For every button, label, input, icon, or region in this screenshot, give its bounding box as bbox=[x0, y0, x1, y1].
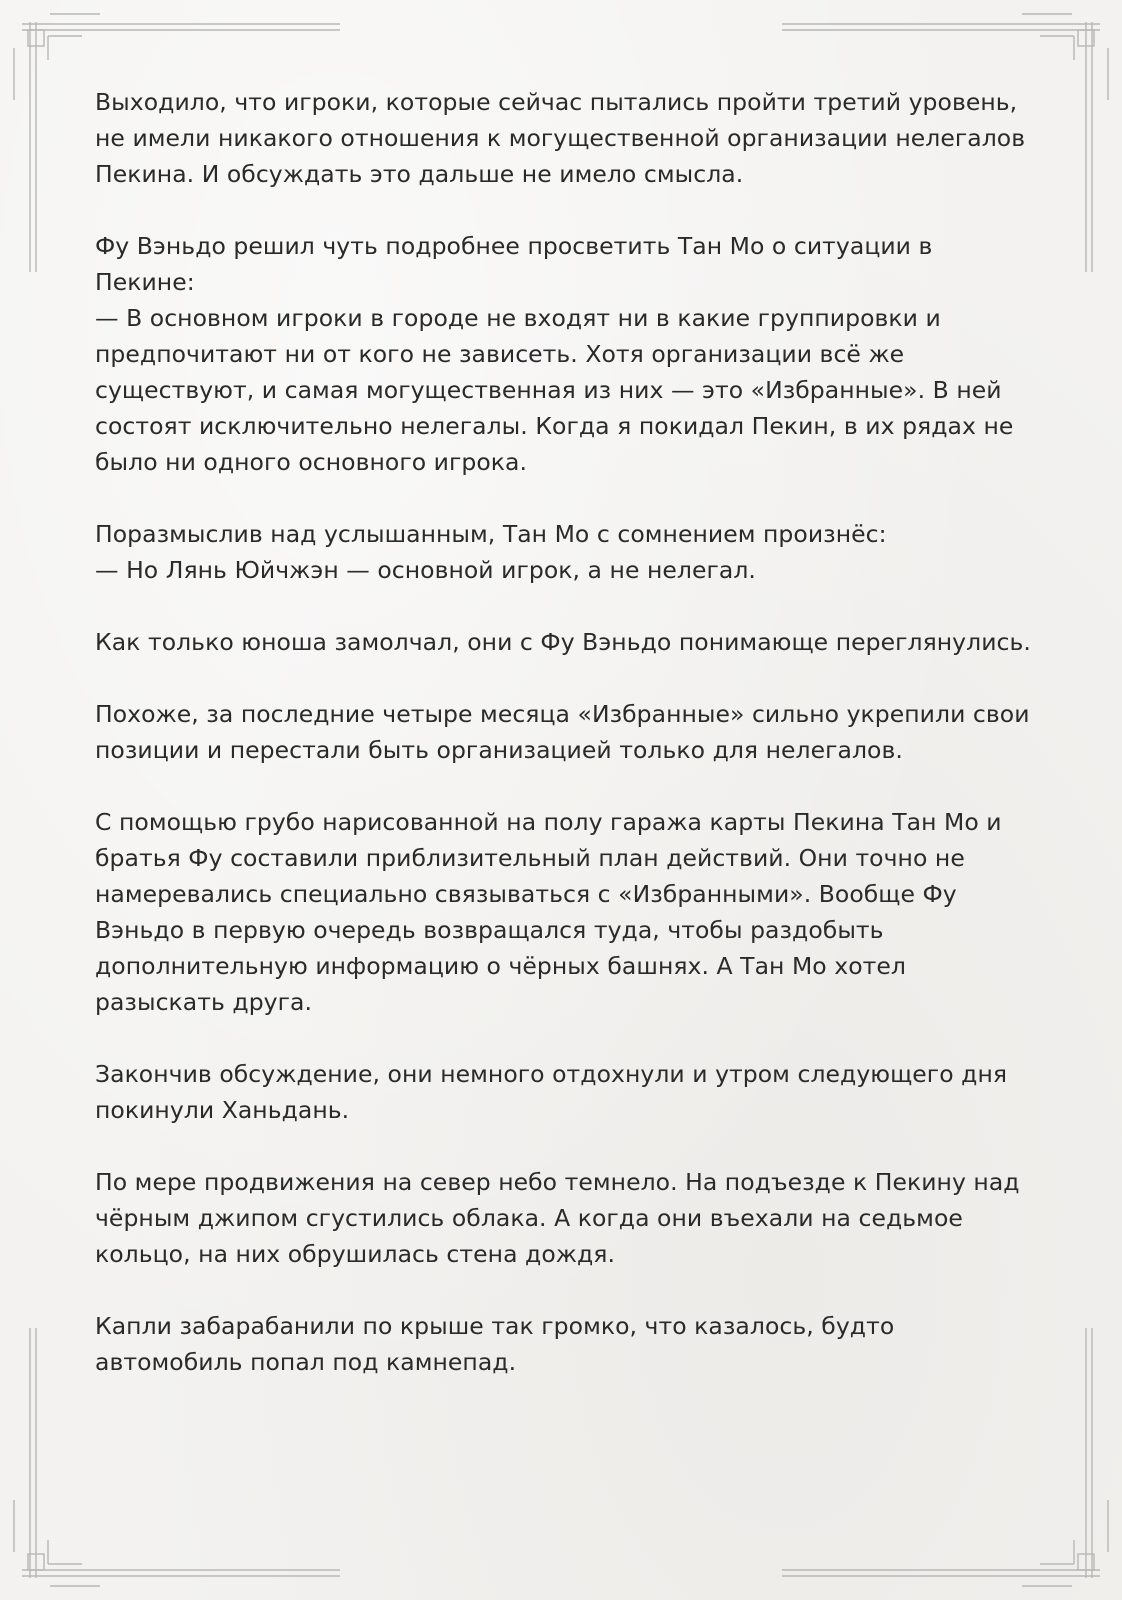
paragraph-3: Поразмыслив над услышанным, Тан Мо с сомнением произнёс: — Но Лянь Юйчжэн — основной игрок, а не нелегал. bbox=[95, 520, 887, 584]
paragraph-1: Выходило, что игроки, которые сейчас пытались пройти третий уровень, не имели никакого отношения к могущественной организации нелегалов Пекина. И обсуждать это дальше не имело смысла. bbox=[95, 88, 1026, 188]
paragraph-5: Похоже, за последние четыре месяца «Избранные» сильно укрепили свои позиции и перестали быть организацией только для нелегалов. bbox=[95, 700, 1030, 764]
paragraph-7: Закончив обсуждение, они немного отдохнули и утром следующего дня покинули Ханьдань. bbox=[95, 1060, 1008, 1124]
paragraph-6: С помощью грубо нарисованной на полу гаража карты Пекина Тан Мо и братья Фу составили приблизительный план действий. Они точно не намеревались специально связываться с «Избранными». Вообще Фу Вэньдо в первую очередь возвращался туда, чтобы раздобыть дополнительную информацию о чёрных башнях. А Тан Мо хотел разыскать друга. bbox=[95, 808, 1002, 1016]
chapter-text bbox=[95, 84, 1035, 1416]
paragraph-8: По мере продвижения на север небо темнело. На подъезде к Пекину над чёрным джипом сгустились облака. А когда они въехали на седьмое кольцо, на них обрушилась стена дождя. bbox=[95, 1168, 1020, 1268]
paragraph-9: Капли забарабанили по крыше так громко, что казалось, будто автомобиль попал под камнепад. bbox=[95, 1312, 895, 1376]
paragraph-4: Как только юноша замолчал, они с Фу Вэньдо понимающе переглянулись. bbox=[95, 628, 1031, 656]
paragraph-2: Фу Вэньдо решил чуть подробнее просветить Тан Мо о ситуации в Пекине: — В основном игроки в городе не входят ни в какие группировки и предпочитают ни от кого не зависеть. Хотя организации всё же существуют, и самая могущественная из них — это «Избранные». В ней состоят исключительно нелегалы. Когда я покидал Пекин, в их рядах не было ни одного основного игрока. bbox=[95, 232, 1014, 476]
